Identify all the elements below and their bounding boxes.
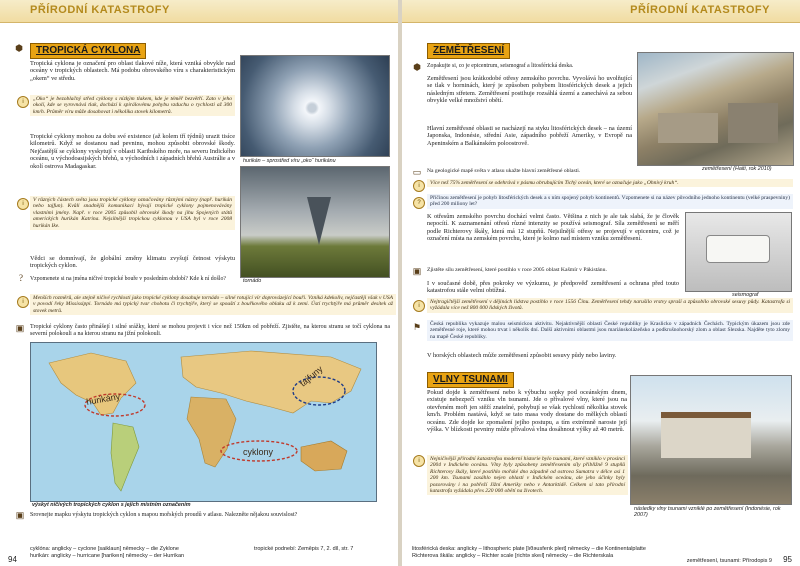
question-icon: ? <box>19 273 23 283</box>
hurricane-caption: hurikán – sprostřed víru „oko“ hurikánu <box>243 158 336 164</box>
section-title-tsunami: VLNY TSUNAMI <box>427 372 514 388</box>
para-cyclones: Tropické cyklony mohou za dobu své existence (až kolem tří týdnů) urazit tisíce kilometrů. Když se dostanou nad pevninu, mohou způsobit obrovské škody. Nejčastější se cyklony vyskytují v oblasti Karibského moře, na severu Indického oceánu, u východoasijských břehů, u východních i západních břehů Austrálie a v okolí ostrova Madagaskar. <box>30 133 235 170</box>
seismograph-drum <box>706 235 770 263</box>
left-banner-title: PŘÍRODNÍ KATASTROFY <box>30 4 170 16</box>
ruined-house <box>661 412 751 458</box>
tornado-funnel <box>307 197 331 245</box>
info-icon-right: i <box>413 180 425 192</box>
right-banner <box>402 0 800 23</box>
note-pacific: Více než 75% zemětřesení se odehrává v pásmu obrubujícím Tichý oceán, které se označuje jako „Ohnivý kruh“. <box>427 179 793 187</box>
note-tsunami: Nejničivější přírodní katastrofou moderní historie bylo tsunami, které vzniklo v prosinci 2004 v Indickém oceánu. Vlny byly způsobeny zemětřesením síly přibližně 9 stupňů Richterovy škály, které postihlo mořské dno západně od ostrova Sumatra v délce asi 1 200 km. Tsunami zasáhlo nejen oblasti v Indickém oceánu, ale jeho účinky byly pozorovány i na pobřeží Jižní Ameriky nebo v Antarktidě. Celkem si tato přírodní katastrofa vyžádala přes 220 000 obětí na životech. <box>427 455 628 495</box>
right-footer-line1: litosférická deska: anglicky – lithospheric plate [lıθəusferık pleıt] německy – die Kontinentalplatte <box>412 546 646 552</box>
note-names: V různých částech světa jsou tropické cyklony označovány různými názvy (např. hurikán nebo tajfun). Kvůli snadnější komunikaci bývají tropické cyklony pojmenovávány vlastními jmény. Např. v roce 2005 způsobil obrovské škody na jihu Spojených států amerických hurikán Katrina. Nejsilnější tropickou cyklonou v USA byl v roce 2008 hurikán Ike. <box>30 196 235 230</box>
map-label-cyclones: cyklony <box>243 447 274 457</box>
left-footer-line1: cyklóna: anglicky – cyclone [saiklaun] německy – die Zyklone <box>30 546 179 552</box>
task-map: Na geologické mapě světa v atlasu ukažte hlavní zemětřesné oblasti. <box>427 168 581 174</box>
note-cause: Příčinou zemětřesení je pohyb litosférických desek a s ním spojený pohyb kontinentů. Vzpomenete si na název původního jednoho kontinentu (velké praspevniny) před 200 miliony let? <box>427 194 793 209</box>
right-page <box>402 0 800 566</box>
info-icon-right-4: i <box>413 455 425 467</box>
cyclone-intro: Tropická cyklona je označení pro oblast tlakové níže, která vzniká obvykle nad oceány v tropických oblastech. Má podobu obrovského víru s charakteristickým „okem“ ve středu. <box>30 60 235 82</box>
left-footer-vocab <box>30 546 250 560</box>
cyclone-world-map <box>30 342 377 502</box>
para-mountain: V horských oblastech může zemětřesení způsobit sesuvy půdy nebo laviny. <box>427 352 617 359</box>
flag-icon: ⚑ <box>412 322 422 332</box>
right-footer-line2: Richterova škála: anglicky – Richter scale [richtə skeıl] německy – die Richterskala <box>412 553 614 559</box>
map-task: Srovnejte mapku výskytu tropických cyklon s mapou mořských proudů v atlasu. Nalezněte nějakou souvislost? <box>30 512 298 518</box>
tsunami-photo <box>630 375 792 505</box>
info-icon-3: i <box>17 296 29 308</box>
owl-icon: ⬢ <box>15 43 23 53</box>
computer-icon-right: ▣ <box>412 266 422 276</box>
computer-icon-2: ▣ <box>15 510 25 520</box>
computer-icon: ▣ <box>15 323 25 333</box>
info-icon-right-3: i <box>413 300 425 312</box>
hurricane-photo <box>240 55 390 157</box>
para-areas: Hlavní zemětřesné oblasti se nacházejí na styku litosférických desek – na území Japonska, Indonésie, střední Asie, západního pobřeží Ameriky, v Evropě na Apeninském a Balkánském poloostrově. <box>427 125 632 147</box>
tsunami-caption: následky vlny tsunami vzniklé po zemětřesení (Indonésie, rok 2007) <box>634 506 781 518</box>
para-detect: K otřesům zemského povrchu dochází velmi často. Většina z nich je ale tak slabá, že je člověk nepocítí. K zaznamenání otřesů různé intenzity se používá seismograf. Síla zemětřesení se měří podle Richterovy škály, která má 12 stupňů. Nejsilnější otřesy se projevují v epicentru, což je označení místa na zemském povrchu, které je kolmo nad místem vzniku zemětřesení. <box>427 213 679 243</box>
para-quake: Zemětřesení jsou krátkodobé otřesy zemského povrchu. Vyvolává ho uvolňující se tlak v horninách, který je způsoben pohybem litosférických desek a jejich následným střetem. Zemětřesení postihuje rozsáhlá území a zanechává za sebou obvykle velké množství obětí. <box>427 75 632 105</box>
para-speed: Tropické cyklony často přinášejí i silné srážky, které se mohou projevit i více než 150km od pobřeží. Zjistěte, na kterou stranu se točí cyklona na severní polokouli a na kterou stranu na jižní polokouli. <box>30 324 390 338</box>
rubble-block-2 <box>728 103 778 143</box>
para-tsunami: Pokud dojde k zemětřesení nebo k výbuchu sopky pod oceánským dnem, existuje nebezpečí vzniku vln tsunami. Jde o přívalové vlny, které jsou na otevřeném moři jen stěží znatelné, pohybují se však rychlostí několika stovek km/h. Problém nastává, když se tato masa vody dostane do mělkých oblastí oceánu. Zde dojde ke zpomalení jejího postupu, a tím extrémně naroste její výška. V blízkosti pevniny může přívalová vlna dosáhnout výšky až 40 metrů. <box>427 389 627 434</box>
left-footer-line2: hurikán: anglicky – hurricane [harikeın] německy – der Hurrikan <box>30 553 185 559</box>
right-footer-ref: zemětřesení, tsunami: Přírodopis 9 <box>686 558 772 564</box>
task-kashmir: Zjistěte sílu zemětřesení, které postihlo v roce 2005 oblast Kašmír v Pákistánu. <box>427 267 607 273</box>
left-page-number: 94 <box>8 555 17 564</box>
map-label-typhoons: tajfuny <box>297 363 325 389</box>
question-hurricane: Vzpomenete si na jména ničivé tropické bouře v posledním období? Kde k ní došlo? <box>30 276 226 282</box>
para-climate: Vědci se domnívají, že globální změny klimatu zvyšují četnost výskytu tropických cyklon. <box>30 255 235 270</box>
left-banner <box>0 0 398 23</box>
continent-south-america <box>111 423 139 491</box>
map-label-hurricanes: hurikány <box>85 391 121 407</box>
seismograph-caption: seismograf <box>732 292 759 298</box>
left-page <box>0 0 398 566</box>
left-footer-ref: tropické podnebí: Zeměpis 7, 2. díl, str. 7 <box>254 546 354 552</box>
earthquake-intro: Zopakujte si, co je epicentrum, seismograf a litosférická deska. <box>427 63 574 69</box>
note-eye: „Oko“ je bezoblačný střed cyklony s nízkým tlakem, kde je téměř bezvětří. Zato v jeho okolí, kde se vyrovnává tlak, dochází k spirálovému pohybu vzduchu o rychlosti až 300 km/h. Průměr víru může dosahovat i několika stovek kilometrů. <box>30 95 235 116</box>
note-czech: Česká republika vykazuje malou seismickou aktivitu. Nejaktivnější oblasti České republiky je Kraslicko v západních Čechách. Typickým úkazem jsou zde zemětřesné roje, které mohou trvat i několik dní. Další aktivními oblastmi jsou mariánskolázeňsko a podkrušnohorský zlom a oblast Slezska. Najděte tyto zlomy na mapě České republiky. <box>427 320 793 341</box>
note-china: Nejtragičtější zemětřesení v dějinách lidstva postihlo v roce 1556 Čínu. Zemětřesení tehdy narušilo vrstvy spraší a způsobilo obrovské sesuvy půdy. Katastrofa si vyžádala více než 800 000 lidských životů. <box>427 298 793 313</box>
info-icon-2: i <box>17 198 29 210</box>
map-svg <box>31 343 376 501</box>
info-icon-right-2: ? <box>413 197 425 209</box>
section-title-earthquake: ZEMĚTŘESENÍ <box>427 43 510 59</box>
info-icon: i <box>17 96 29 108</box>
rubble-block <box>658 113 718 143</box>
right-page-number: 95 <box>783 555 792 564</box>
note-tornado: Menších rozměrů, ale stejně ničivé rychlosti jako tropické cyklony dosahuje tornádo – silné rotující vír doprovázející bouři. Vzniká kdekoliv, nejčastěji však v USA v povodí řeky Mississippi. Tornádo má typický tvar chobotu či trychtýře, který se spouští z bouřkového oblaku až k zemi. Ústí trychtýře má průměr desítek až stovek metrů. <box>30 294 396 315</box>
para-predict: I v současné době, přes pokroky ve výzkumu, je předpověď zemětřesení a ochrana před touto katastrofou stále velmi obtížná. <box>427 280 679 295</box>
section-title-cyclone: TROPICKÁ CYKLONA <box>30 43 146 59</box>
continent-australia <box>301 441 347 471</box>
seismograph-photo <box>685 212 792 292</box>
book-icon: ▭ <box>412 167 422 177</box>
right-banner-title: PŘÍRODNÍ KATASTROFY <box>630 4 770 16</box>
tornado-photo <box>240 166 390 278</box>
haiti-photo <box>637 52 794 166</box>
map-caption: výskyt ničivých tropických cyklon s jejich místním označením <box>32 502 191 508</box>
tornado-caption: tornádo <box>243 278 262 284</box>
haiti-caption: zemětřesení (Haiti, rok 2010) <box>702 166 772 172</box>
owl-icon-right: ⬢ <box>413 62 421 72</box>
